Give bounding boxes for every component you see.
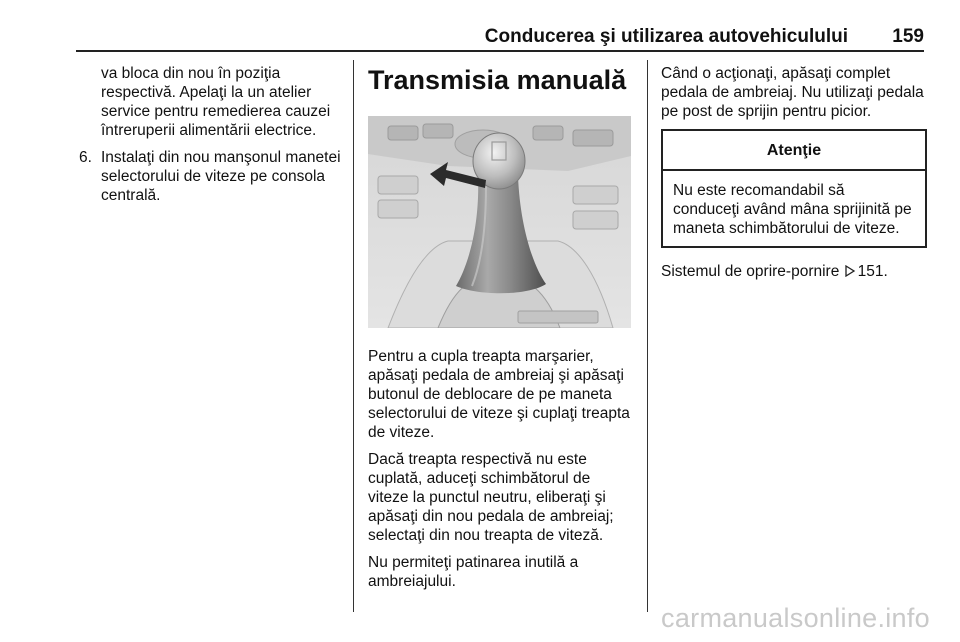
column-right — [661, 64, 927, 289]
continuation-paragraph: va bloca din nou în poziţia respectivă. Apelaţi la un atelier service pentru remedierea cauzei întreruperii alimentării electrice. — [101, 65, 331, 139]
column-middle — [368, 64, 632, 599]
paragraph-reverse-gear: Pentru a cupla treapta marşarier, apăsaţi pedala de ambreiaj şi apăsaţi butonul de deblocare de pe maneta selectorului de viteze şi cuplaţi treapta de viteze. — [368, 348, 630, 441]
reference-text: Sistemul de oprire-pornire — [661, 263, 840, 280]
warning-body: Nu este recomandabil să conduceţi având mâna sprijinită pe maneta schimbătorului de viteze. — [673, 182, 912, 237]
paragraph-gear-not-engaged: Dacă treapta respectivă nu este cuplată, aduceţi schimbătorul de viteze la punctul neutru, eliberaţi şi apăsaţi din nou pedala de ambreiaj; selectaţi din nou treapta de viteză. — [368, 451, 614, 544]
page-header — [76, 24, 924, 52]
page-number: 159 — [892, 26, 924, 47]
column-left — [76, 64, 342, 213]
reference-arrow-icon — [844, 265, 856, 277]
chapter-title: Conducerea şi utilizarea autovehiculului — [484, 26, 848, 47]
step-6-text: Instalaţi din nou manşonul manetei selectorului de viteze pe consola centrală. — [101, 149, 341, 204]
warning-title: Atenţie — [663, 131, 925, 171]
column-divider-right — [647, 60, 648, 612]
cross-reference[interactable] — [661, 262, 927, 281]
paragraph-clutch-slip: Nu permiteţi patinarea inutilă a ambreiajului. — [368, 554, 579, 590]
gear-shift-lever-illustration — [368, 116, 631, 328]
reference-page[interactable]: 151. — [857, 263, 888, 280]
section-title: Transmisia manuală — [368, 65, 627, 95]
watermark: carmanualsonline.info — [661, 603, 930, 633]
paragraph-clutch-pedal: Când o acţionaţi, apăsaţi complet pedala de ambreiaj. Nu utilizaţi pedala pe post de sprijin pentru picior. — [661, 65, 924, 120]
step-6 — [76, 148, 342, 205]
column-divider-left — [353, 60, 354, 612]
step-6-number: 6. — [79, 149, 92, 166]
warning-box — [661, 129, 927, 248]
